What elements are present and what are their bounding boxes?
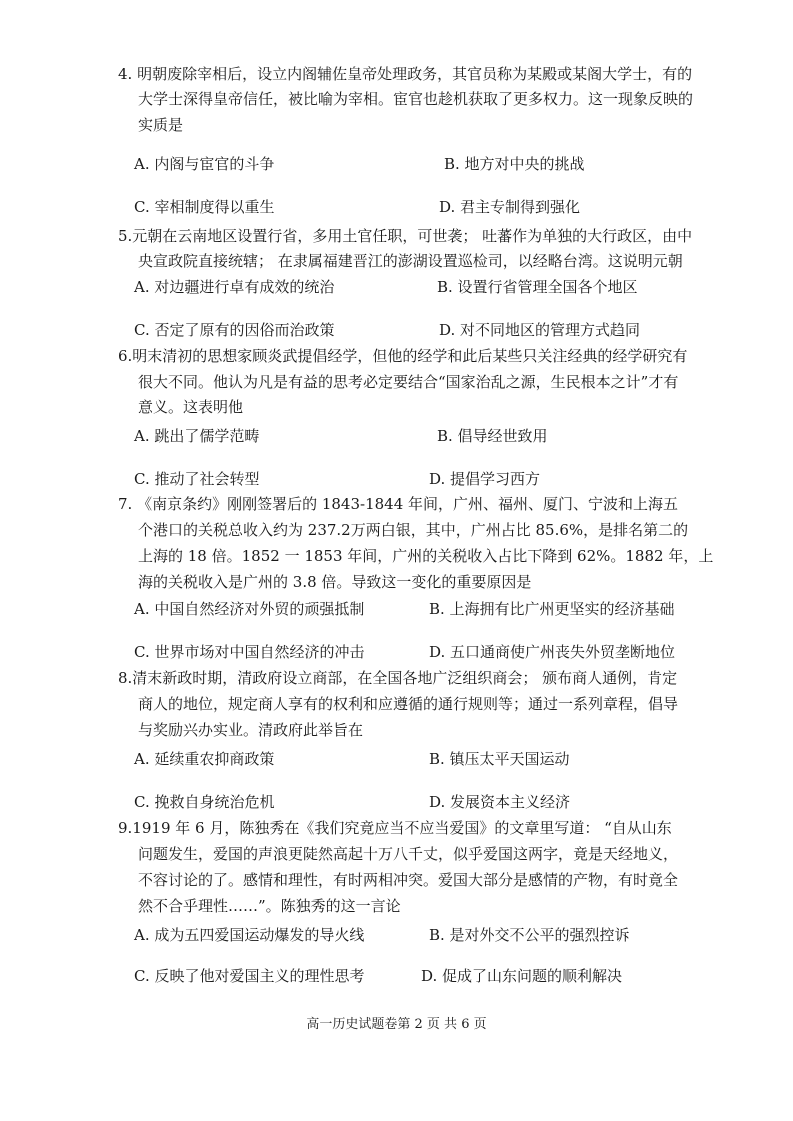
q4-option-a: A. 内阁与宦官的斗争 — [134, 155, 275, 173]
q4-stem-line-2: 大学士深得皇帝信任，被比喻为宰相。宦官也趁机获取了更多权力。这一现象反映的 — [138, 90, 694, 108]
q9-option-b: B. 是对外交不公平的强烈控诉 — [429, 926, 630, 944]
q8-stem-line-3: 与奖励兴办实业。清政府此举旨在 — [138, 721, 364, 739]
q9-stem-line-2: 问题发生，爱国的声浪更陡然高起十万八千丈，似乎爱国这两字，竟是天经地义， — [138, 845, 679, 863]
q4-option-d: D. 君主专制得到强化 — [439, 198, 581, 216]
q9-stem-line-3: 不容讨论的了。感情和理性，有时两相冲突。爱国大部分是感情的产物，有时竟全 — [138, 871, 679, 889]
q9-option-c: C. 反映了他对爱国主义的理性思考 — [134, 967, 365, 985]
q6-option-c: C. 推动了社会转型 — [134, 470, 260, 488]
q8-stem-line-1: 8.清末新政时期，清政府设立商部，在全国各地广泛组织商会； 颁布商人通例，肯定 — [118, 669, 678, 687]
q5-stem-line-2: 央宣政院直接统辖； 在隶属福建晋江的澎湖设置巡检司，以经略台湾。这说明元朝 — [138, 252, 683, 270]
q9-option-d: D. 促成了山东问题的顺利解决 — [421, 967, 623, 985]
page-footer: 高一历史试题卷第 2 页 共 6 页 — [306, 1017, 487, 1032]
q5-option-d: D. 对不同地区的管理方式趋同 — [439, 321, 641, 339]
q7-stem-line-2: 个港口的关税总收入约为 237.2万两白银，其中，广州占比 85.6%，是排名第二的 — [138, 521, 689, 539]
q5-option-a: A. 对边疆进行卓有成效的统治 — [134, 278, 335, 296]
q6-stem-line-1: 6.明末清初的思想家顾炎武提倡经学，但他的经学和此后某些只关注经典的经学研究有 — [118, 347, 688, 365]
q7-option-b: B. 上海拥有比广州更坚实的经济基础 — [429, 600, 675, 618]
q6-option-a: A. 跳出了儒学范畴 — [134, 427, 260, 445]
q8-stem-line-2: 商人的地位，规定商人享有的权利和应遵循的通行规则等；通过一系列章程，倡导 — [138, 695, 679, 713]
q4-option-b: B. 地方对中央的挑战 — [444, 155, 585, 173]
q5-option-b: B. 设置行省管理全国各个地区 — [437, 278, 638, 296]
q9-stem-line-1: 9.1919 年 6 月，陈独秀在《我们究竟应当不应当爱国》的文章里写道： “自从山东 — [118, 819, 672, 837]
q8-option-c: C. 挽救自身统治危机 — [134, 793, 275, 811]
q9-option-a: A. 成为五四爱国运动爆发的导火线 — [134, 926, 365, 944]
q7-option-a: A. 中国自然经济对外贸的顽强抵制 — [134, 600, 365, 618]
q7-stem-line-1: 7. 《南京条约》刚刚签署后的 1843-1844 年间，广州、福州、厦门、宁波和上海五 — [118, 495, 679, 513]
q7-stem-line-3: 上海的 18 倍。1852 一 1853 年间，广州的关税收入占比下降到 62%。1882 年，上 — [138, 547, 714, 565]
q7-option-d: D. 五口通商使广州丧失外贸垄断地位 — [429, 643, 676, 661]
q8-option-b: B. 镇压太平天国运动 — [429, 750, 570, 768]
q6-option-d: D. 提倡学习西方 — [429, 470, 541, 488]
q5-option-c: C. 否定了原有的因俗而治政策 — [134, 321, 335, 339]
q9-stem-line-4: 然不合乎理性……”。陈独秀的这一言论 — [138, 897, 401, 915]
q7-stem-line-4: 海的关税收入是广州的 3.8 倍。导致这一变化的重要原因是 — [138, 573, 532, 591]
q8-option-d: D. 发展资本主义经济 — [429, 793, 571, 811]
q5-stem-line-1: 5.元朝在云南地区设置行省，多用土官任职，可世袭； 吐蕃作为单独的大行政区，由中 — [118, 227, 693, 245]
q7-option-c: C. 世界市场对中国自然经济的冲击 — [134, 643, 365, 661]
q4-stem-line-1: 4. 明朝废除宰相后，设立内阁辅佐皇帝处理政务，其官员称为某殿或某阁大学士，有的 — [118, 65, 693, 83]
q6-stem-line-2: 很大不同。他认为凡是有益的思考必定要结合“国家治乱之源，生民根本之计”才有 — [138, 373, 679, 391]
q4-stem-line-3: 实质是 — [138, 116, 184, 134]
q6-option-b: B. 倡导经世致用 — [437, 427, 548, 445]
q4-option-c: C. 宰相制度得以重生 — [134, 198, 275, 216]
q8-option-a: A. 延续重农抑商政策 — [134, 750, 275, 768]
q6-stem-line-3: 意义。这表明他 — [138, 398, 244, 416]
